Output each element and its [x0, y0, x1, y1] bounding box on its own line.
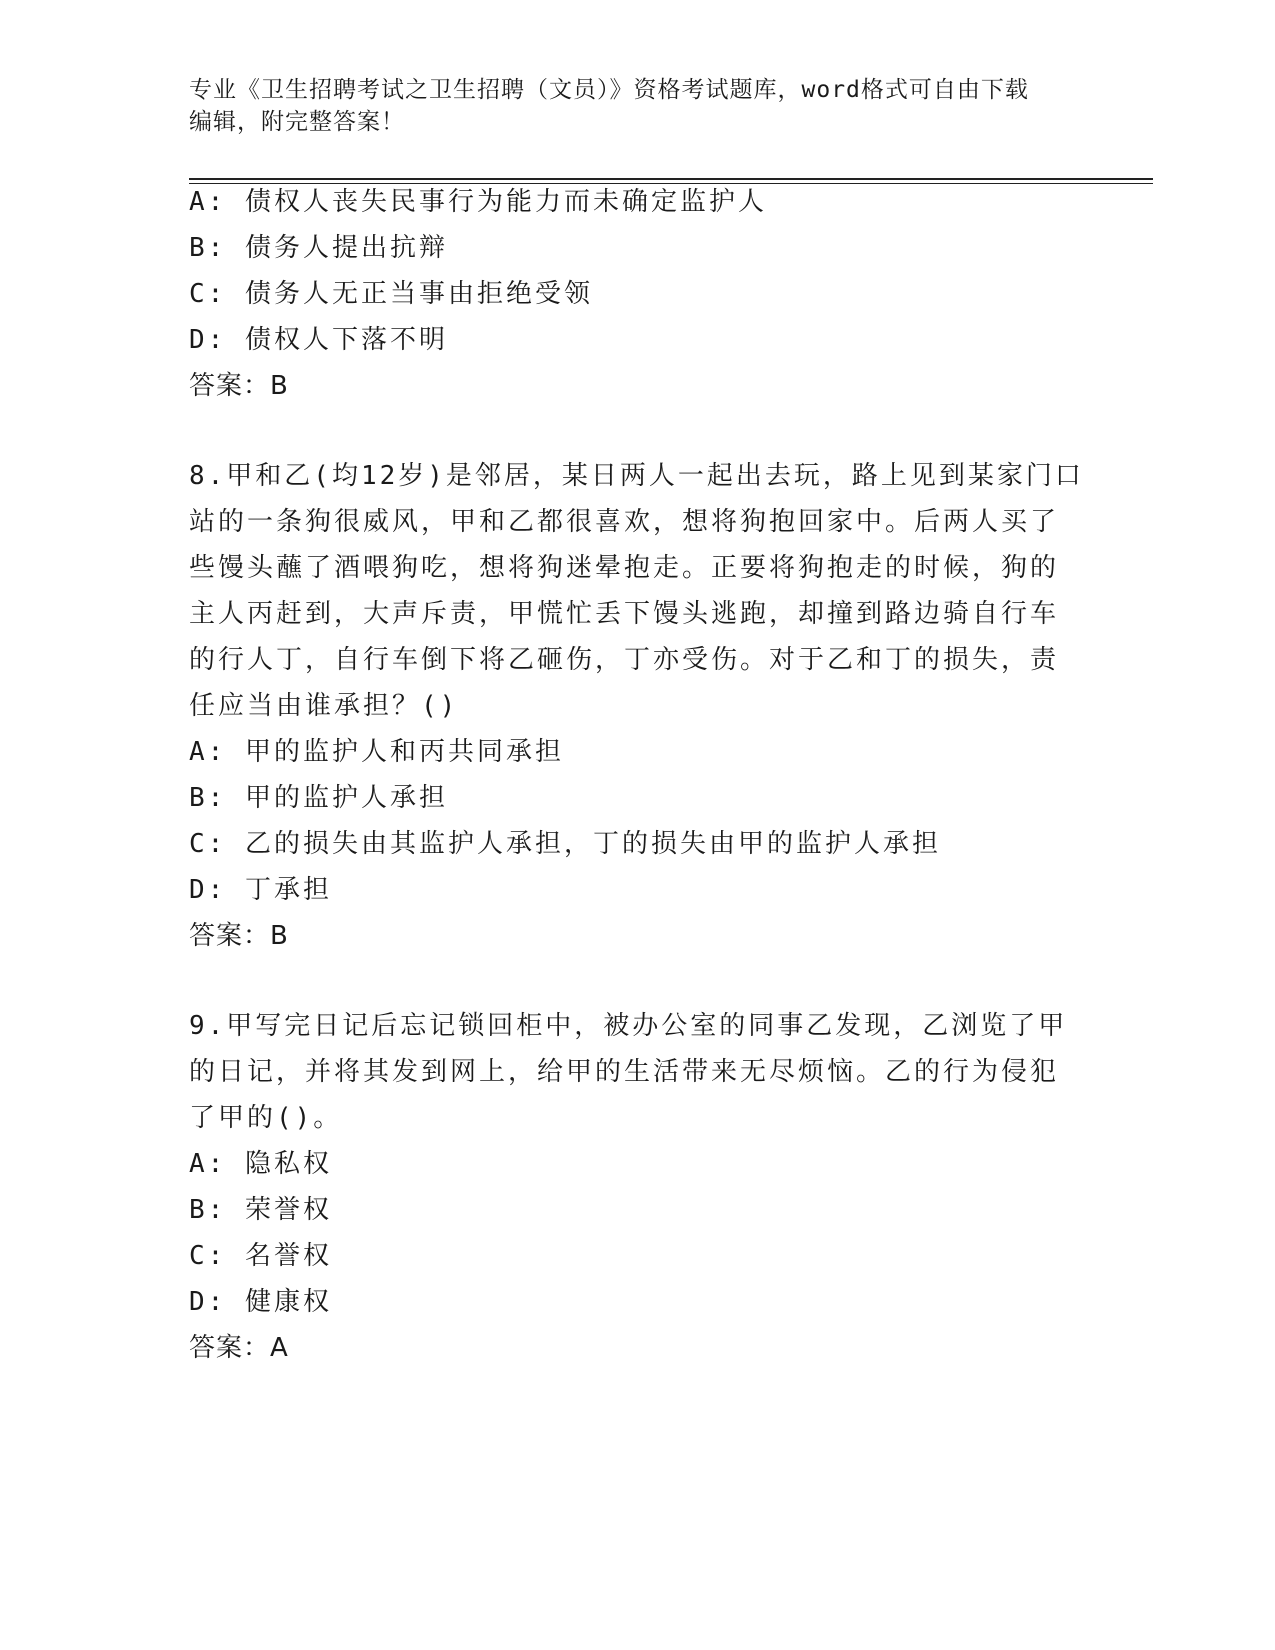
- q8-stem-line-5: 的行人丁，自行车倒下将乙砸伤，丁亦受伤。对于乙和丁的损失，责: [189, 645, 1060, 675]
- q9-option-a: A: 隐私权: [189, 1149, 332, 1179]
- question-7-block: [189, 179, 1089, 1371]
- header-line-1: 专业《卫生招聘考试之卫生招聘（文员）》资格考试题库，word格式可自由下载: [189, 77, 1029, 103]
- q8-stem-line-2: 站的一条狗很威风，甲和乙都很喜欢，想将狗抱回家中。后两人买了: [189, 507, 1060, 537]
- q8-stem-line-1: 8.甲和乙(均12岁)是邻居，某日两人一起出去玩，路上见到某家门口: [189, 461, 1084, 491]
- q8-stem-line-3: 些馒头蘸了酒喂狗吃，想将狗迷晕抱走。正要将狗抱走的时候，狗的: [189, 553, 1060, 583]
- q8-option-c: C: 乙的损失由其监护人承担，丁的损失由甲的监护人承担: [189, 829, 941, 859]
- q8-stem-line-6: 任应当由谁承担？(): [189, 691, 459, 721]
- q9-option-b: B: 荣誉权: [189, 1195, 332, 1225]
- q7-option-b: B: 债务人提出抗辩: [189, 233, 448, 263]
- q8-option-b: B: 甲的监护人承担: [189, 783, 448, 813]
- spacer: [189, 409, 1089, 453]
- q9-stem-line-1: 9.甲写完日记后忘记锁回柜中，被办公室的同事乙发现，乙浏览了甲: [189, 1011, 1068, 1041]
- q9-option-d: D: 健康权: [189, 1287, 332, 1317]
- q8-option-d: D: 丁承担: [189, 875, 332, 905]
- q7-option-d: D: 债权人下落不明: [189, 325, 448, 355]
- q8-stem-line-4: 主人丙赶到，大声斥责，甲慌忙丢下馒头逃跑，却撞到路边骑自行车: [189, 599, 1060, 629]
- q9-stem-line-2: 的日记，并将其发到网上，给甲的生活带来无尽烦恼。乙的行为侵犯: [189, 1057, 1060, 1087]
- q7-answer: 答案：B: [189, 371, 289, 401]
- q7-option-a: A: 债权人丧失民事行为能力而未确定监护人: [189, 187, 767, 217]
- q9-answer: 答案：A: [189, 1333, 289, 1363]
- spacer: [189, 959, 1089, 1003]
- q9-stem-line-3: 了甲的()。: [189, 1103, 343, 1133]
- q9-option-c: C: 名誉权: [189, 1241, 332, 1271]
- q7-option-c: C: 债务人无正当事由拒绝受领: [189, 279, 593, 309]
- header-line-2: 编辑，附完整答案！: [189, 109, 405, 135]
- document-header: [189, 74, 1069, 138]
- q8-option-a: A: 甲的监护人和丙共同承担: [189, 737, 564, 767]
- q8-answer: 答案：B: [189, 921, 289, 951]
